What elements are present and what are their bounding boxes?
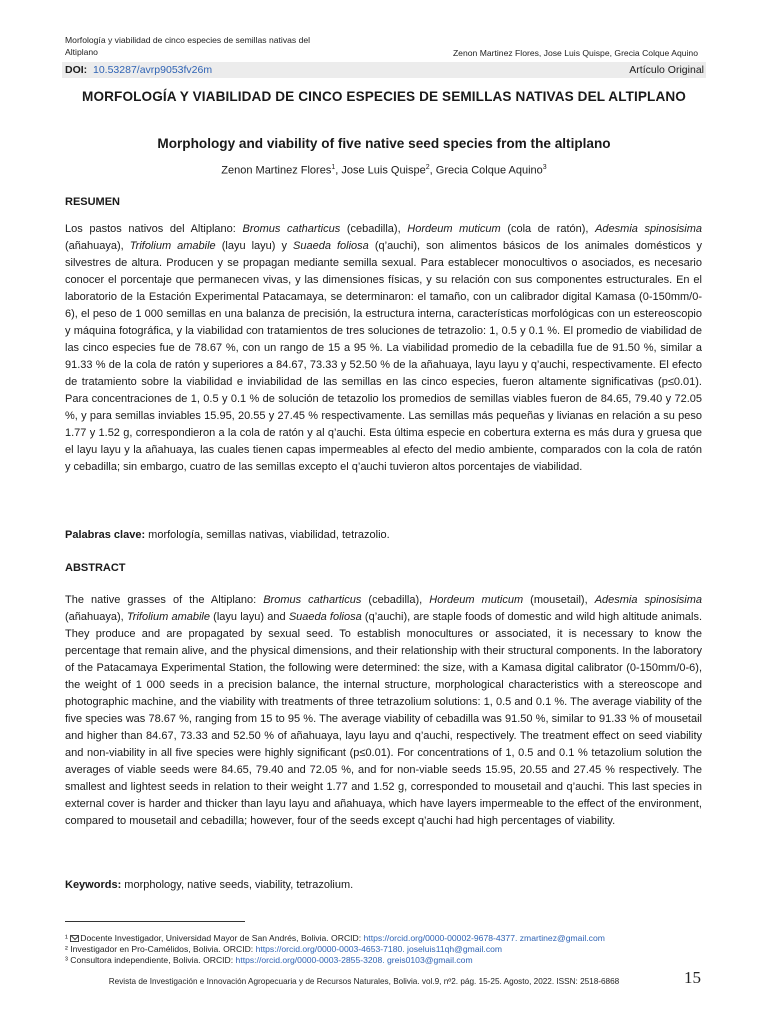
- journal-citation: Revista de Investigación e Innovación Agropecuaria y de Recursos Naturales, Bolivia. vol.9, nº2. pág. 15-25. Agosto, 2022. ISSN: 2518-6868: [108, 977, 620, 986]
- species-name: Suaeda foliosa: [288, 611, 362, 623]
- footnote-divider: [65, 921, 245, 922]
- title-english: Morphology and viability of five native seed species from the altiplano: [157, 136, 611, 151]
- abstract-text: (añahuaya),: [65, 611, 127, 623]
- abstract-text: The native grasses of the Altiplano:: [65, 594, 264, 606]
- palabras-clave: [65, 529, 390, 541]
- email-link[interactable]: joseluis11qh@gmail.com: [404, 944, 503, 954]
- resumen-text: Los pastos nativos del Altiplano:: [65, 223, 243, 235]
- article-type: Artículo Original: [629, 64, 704, 76]
- page-number: 15: [684, 968, 701, 987]
- keywords-label: Keywords:: [65, 879, 122, 891]
- orcid-link[interactable]: https://orcid.org/0000-0003-4653-7180.: [255, 944, 405, 954]
- author-separator: ,: [429, 164, 436, 177]
- resumen-text: (q’auchi), son alimentos básicos de los animales domésticos y silvestres de altura. Producen y se propagan mediante semilla sexual. Para establecer monocultivos o asociados, es necesario conocer el porcentaje que permanecen vivas, y las dimensiones físicas, y su relación con sus componentes estructurales. En el laboratorio de la Estación Experimental Patacamaya, se determinaron: el tamaño, con un calibrador digital Kamasa (0-150mm/0-6), el peso de 1 000 semillas en una balanza de precisión, la estructura interna, características morfológicas con un estereoscopio y máquina fotográfica, y la viabilidad con tratamientos de tres soluciones de tetrazolio: 1, 0.5 y 0.1 %. El promedio de viabilidad de las cinco especies fue de 78.67 %, con un rango de 15 a 95 %. La viabilidad promedio de la cebadilla fue de 91.50 %, similar a 91.33 % de la cola de ratón y superiores a 84.67, 73.33 y 52.50 % de la añahuaya, layu layu y q’auchi, respectivamente. El efecto de tratamiento sobre la viabilidad e inviabilidad de las semillas en las cinco especies, fueron altamente significativas (p≤0.01). Para concentraciones de 1, 0.5 y 0.1 % de solución de tetazolio los promedios de semillas viables fueron de 84.65, 79.40 y 72.05 %, y para semillas inviables 15.95, 20.55 y 27.45 % respectivamente. Las semillas más pequeñas y livianas en relación a su peso 1.77 y 1.52 g, correspondieron a la cola de ratón y al q’auchi. Esta última especie en cobertura externa es más dura y gruesa que el layu layu y la añahuaya, las cuales tienen capas impermeables al efecto del medio ambiente, comparados con la cola de ratón y cebadilla; sin embargo, cuatro de las semillas excepto el q’auchi tuvieron altos porcentajes de viabilidad.: [65, 240, 702, 473]
- running-title: Morfología y viabilidad de cinco especies de semillas nativas del Altiplano: [65, 35, 311, 57]
- resumen-text: (cebadilla),: [340, 223, 408, 235]
- orcid-link[interactable]: https://orcid.org/0000-00002-9678-4377.: [363, 933, 518, 943]
- abstract-text: (q’auchi), are staple foods of domestic and wild high altitude animals. They produce and are propagated by sexual seed. To establish monocultures or associated, it is necessary to know the percentage that remain alive, and the physical dimensions, and their relationship with their structural components. In the laboratory of the Patacamaya Experimental Station, the following were determined: the size, with a Kamasa digital calibrator (0-150mm/0-6), the weight of 1 000 seeds in a precision balance, the internal structure, morphological characteristics with a stereoscope and photographic machine, and the viability with treatments of three tetrazolium solutions: 1, 0.5 and 0.1 %. The average viability of the five species was 78.67 %, ranging from 15 to 95 %. The average viability of cebadilla was 91.50 %, similar to 91.33 % of mousetail and higher than 84.67, 73.33 and 52.50 % of añahuaya, layu layu and q’auchi, respectively. The treatment effect on seed viability and non-viability in all five species were highly significant (p≤0.01). For concentrations of 1, 0.5 and 0.1 % tetazolium solution the averages of viable seeds were 84.65, 79.40 and 72.05 %, and for non-viable seeds 15.95, 20.55 and 27.45 % respectively. The smallest and lightest seeds in relation to their weight 1.77 and 1.52 g, corresponded to mousetail and q’auchi. This last species in external cover is harder and thicker than layu layu and añahuaya, which have layers impermeable to the effect of the environment, compared to mousetail and cebadilla; however, four of the seeds except q’auchi had high percentages of viability.: [65, 611, 703, 827]
- resumen-text: (layu layu) y: [215, 240, 294, 252]
- resumen-text: (cola de ratón),: [500, 223, 596, 235]
- species-name: Adesmia spinosisima: [595, 223, 702, 235]
- email-link[interactable]: zmartinez@gmail.com: [517, 933, 605, 943]
- species-name: Bromus catharticus: [263, 594, 362, 606]
- footnote-mark: ²: [65, 944, 68, 954]
- palabras-clave-text: morfología, semillas nativas, viabilidad, tetrazolio.: [145, 529, 390, 541]
- keywords: [65, 879, 353, 891]
- species-name: Trifolium amabile: [126, 611, 210, 623]
- abstract-body: [65, 592, 702, 830]
- footnote-1: [65, 933, 705, 944]
- palabras-clave-label: Palabras clave:: [65, 529, 146, 541]
- footnote-mark: ³: [65, 955, 68, 965]
- resumen-heading: RESUMEN: [65, 196, 121, 208]
- doi-bar: [62, 62, 706, 78]
- author-affiliation-mark: 2: [425, 164, 430, 171]
- author-name: Grecia Colque Aquino: [435, 164, 543, 177]
- email-link[interactable]: greis0103@gmail.com: [384, 955, 473, 965]
- author-name: Zenon Martinez Flores: [221, 164, 332, 177]
- author-list: [70, 164, 698, 177]
- author-name: Jose Luis Quispe: [341, 164, 426, 177]
- author-affiliation-mark: 1: [331, 164, 336, 171]
- author-affiliation-mark: 3: [542, 164, 547, 171]
- species-name: Suaeda foliosa: [293, 240, 369, 252]
- footnote-text: Investigador en Pro-Camélidos, Bolivia. ORCID:: [67, 944, 256, 954]
- author-separator: ,: [335, 164, 342, 177]
- footnote-mark: ¹: [65, 933, 68, 943]
- resumen-text: (añahuaya),: [65, 240, 130, 252]
- doi-link[interactable]: 10.53287/avrp9053fv26m: [93, 64, 213, 76]
- species-name: Adesmia spinosisima: [594, 594, 702, 606]
- footnotes: [65, 933, 705, 966]
- footnote-2: [65, 944, 705, 955]
- abstract-text: (layu layu) and: [209, 611, 289, 623]
- resumen-body: [65, 221, 702, 476]
- footnote-text: Docente Investigador, Universidad Mayor de San Andrés, Bolivia. ORCID:: [80, 933, 364, 943]
- species-name: Bromus catharticus: [242, 223, 341, 235]
- keywords-text: morphology, native seeds, viability, tetrazolium.: [121, 879, 354, 891]
- footnote-text: Consultora independiente, Bolivia. ORCID:: [67, 955, 236, 965]
- abstract-heading: ABSTRACT: [65, 562, 126, 574]
- running-authors: Zenon Martinez Flores, Jose Luis Quispe, Grecia Colque Aquino: [452, 48, 698, 58]
- abstract-text: (mousetail),: [523, 594, 595, 606]
- orcid-link[interactable]: https://orcid.org/0000-0003-2855-3208.: [235, 955, 385, 965]
- envelope-icon: [70, 935, 79, 942]
- species-name: Hordeum muticum: [407, 223, 501, 235]
- species-name: Hordeum muticum: [429, 594, 524, 606]
- title-spanish: MORFOLOGÍA Y VIABILIDAD DE CINCO ESPECIES DE SEMILLAS NATIVAS DEL ALTIPLANO: [82, 89, 686, 104]
- abstract-text: (cebadilla),: [361, 594, 430, 606]
- species-name: Trifolium amabile: [129, 240, 216, 252]
- footnote-3: [65, 955, 705, 966]
- doi-label: DOI:: [65, 64, 88, 76]
